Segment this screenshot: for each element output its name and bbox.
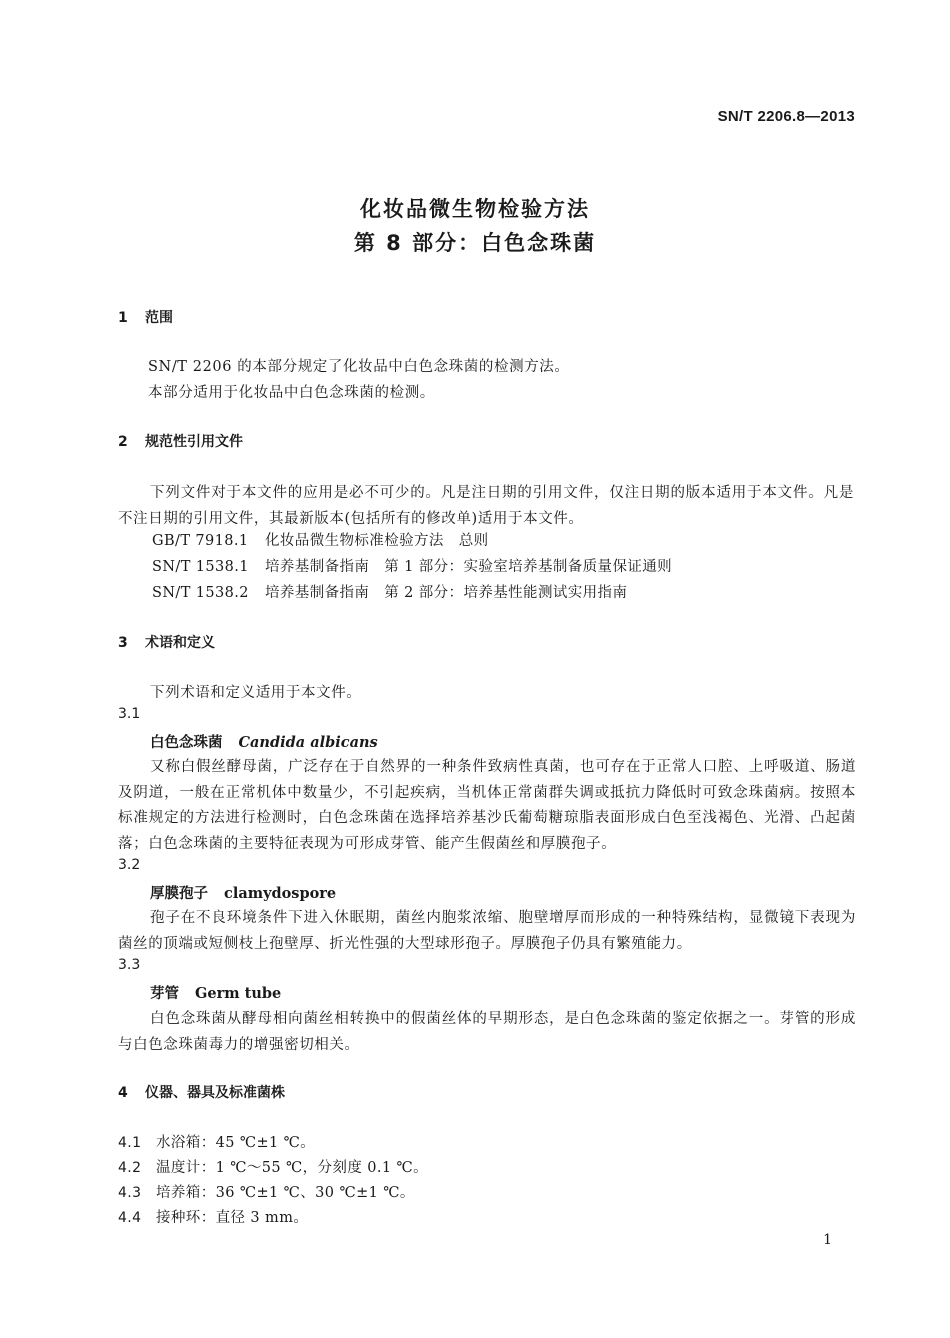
term-definition: 白色念珠菌从酵母相向菌丝相转换中的假菌丝体的早期形态，是白色念珠菌的鉴定依据之一。芽管的形成与白色念珠菌毒力的增强密切相关。 bbox=[118, 1011, 856, 1053]
item-text: 培养箱：36 ℃±1 ℃、30 ℃±1 ℃。 bbox=[156, 1185, 415, 1201]
paragraph: SN/T 2206 的本部分规定了化妆品中白色念珠菌的检测方法。 bbox=[148, 359, 570, 375]
page-number: 1 bbox=[823, 1232, 832, 1248]
term-heading bbox=[150, 731, 378, 752]
equipment-item bbox=[118, 1156, 428, 1177]
term-chinese: 白色念珠菌 bbox=[150, 735, 223, 751]
section-number: 2 bbox=[118, 434, 128, 450]
item-text: 温度计：1 ℃～55 ℃，分刻度 0.1 ℃。 bbox=[156, 1160, 429, 1176]
term-chinese: 芽管 bbox=[150, 986, 179, 1002]
reference-code: SN/T 1538.1 bbox=[152, 559, 249, 575]
item-number: 4.3 bbox=[118, 1185, 142, 1201]
term-number: 3.1 bbox=[118, 706, 141, 722]
document-title: 化妆品微生物检验方法 bbox=[360, 197, 590, 221]
term-number: 3.2 bbox=[118, 857, 141, 873]
item-text: 水浴箱：45 ℃±1 ℃。 bbox=[156, 1135, 316, 1151]
document-number: SN/T 2206.8—2013 bbox=[717, 108, 855, 125]
section-title: 术语和定义 bbox=[145, 635, 215, 651]
normative-reference bbox=[152, 555, 672, 576]
paragraph: 本部分适用于化妆品中白色念珠菌的检测。 bbox=[148, 385, 435, 401]
equipment-item bbox=[118, 1206, 308, 1227]
section-title: 仪器、器具及标准菌株 bbox=[145, 1085, 285, 1101]
term-number: 3.3 bbox=[118, 957, 141, 973]
term-english: Germ tube bbox=[195, 985, 282, 1002]
item-number: 4.1 bbox=[118, 1135, 142, 1151]
item-text: 接种环：直径 3 mm。 bbox=[156, 1210, 309, 1226]
section-title: 范围 bbox=[145, 310, 173, 326]
reference-code: GB/T 7918.1 bbox=[152, 533, 249, 549]
section-number: 1 bbox=[118, 310, 128, 326]
section-1-heading bbox=[118, 307, 173, 327]
paragraph: 下列术语和定义适用于本文件。 bbox=[150, 685, 362, 701]
section-2-heading bbox=[118, 431, 243, 451]
term-english: clamydospore bbox=[224, 885, 337, 902]
section-title: 规范性引用文件 bbox=[145, 434, 243, 450]
term-definition: 孢子在不良环境条件下进入休眠期，菌丝内胞浆浓缩、胞壁增厚而形成的一种特殊结构，显微镜下表现为菌丝的顶端或短侧枝上孢壁厚、折光性强的大型球形孢子。厚膜孢子仍具有繁殖能力。 bbox=[118, 910, 856, 952]
term-definition: 又称白假丝酵母菌，广泛存在于自然界的一种条件致病性真菌，也可存在于正常人口腔、上呼吸道、肠道及阴道，一般在正常机体中数量少，不引起疾病，当机体正常菌群失调或抵抗力降低时可致念珠菌病。按照本标准规定的方法进行检测时，白色念珠菌在选择培养基沙氏葡萄糖琼脂表面形成白色至浅褐色、光滑、凸起菌落；白色念珠菌的主要特征表现为可形成芽管、能产生假菌丝和厚膜孢子。 bbox=[118, 759, 856, 852]
equipment-item bbox=[118, 1131, 315, 1152]
equipment-item bbox=[118, 1181, 415, 1202]
reference-title: 化妆品微生物标准检验方法 总则 bbox=[265, 533, 489, 549]
section-number: 3 bbox=[118, 635, 128, 651]
section-number: 4 bbox=[118, 1085, 128, 1101]
item-number: 4.4 bbox=[118, 1210, 142, 1226]
reference-title: 培养基制备指南 第 2 部分：培养基性能测试实用指南 bbox=[265, 585, 628, 601]
term-heading bbox=[150, 982, 281, 1003]
document-subtitle: 第 8 部分：白色念珠菌 bbox=[353, 231, 597, 255]
paragraph: 下列文件对于本文件的应用是必不可少的。凡是注日期的引用文件，仅注日期的版本适用于本文件。凡是不注日期的引用文件，其最新版本(包括所有的修改单)适用于本文件。 bbox=[118, 485, 854, 527]
term-chinese: 厚膜孢子 bbox=[150, 886, 208, 902]
reference-title: 培养基制备指南 第 1 部分：实验室培养基制备质量保证通则 bbox=[265, 559, 673, 575]
term-heading bbox=[150, 882, 336, 903]
section-4-heading bbox=[118, 1082, 285, 1102]
reference-code: SN/T 1538.2 bbox=[152, 585, 249, 601]
section-3-heading bbox=[118, 632, 215, 652]
normative-reference bbox=[152, 581, 627, 602]
normative-reference bbox=[152, 529, 489, 550]
item-number: 4.2 bbox=[118, 1160, 142, 1176]
term-english: Candida albicans bbox=[238, 734, 378, 751]
